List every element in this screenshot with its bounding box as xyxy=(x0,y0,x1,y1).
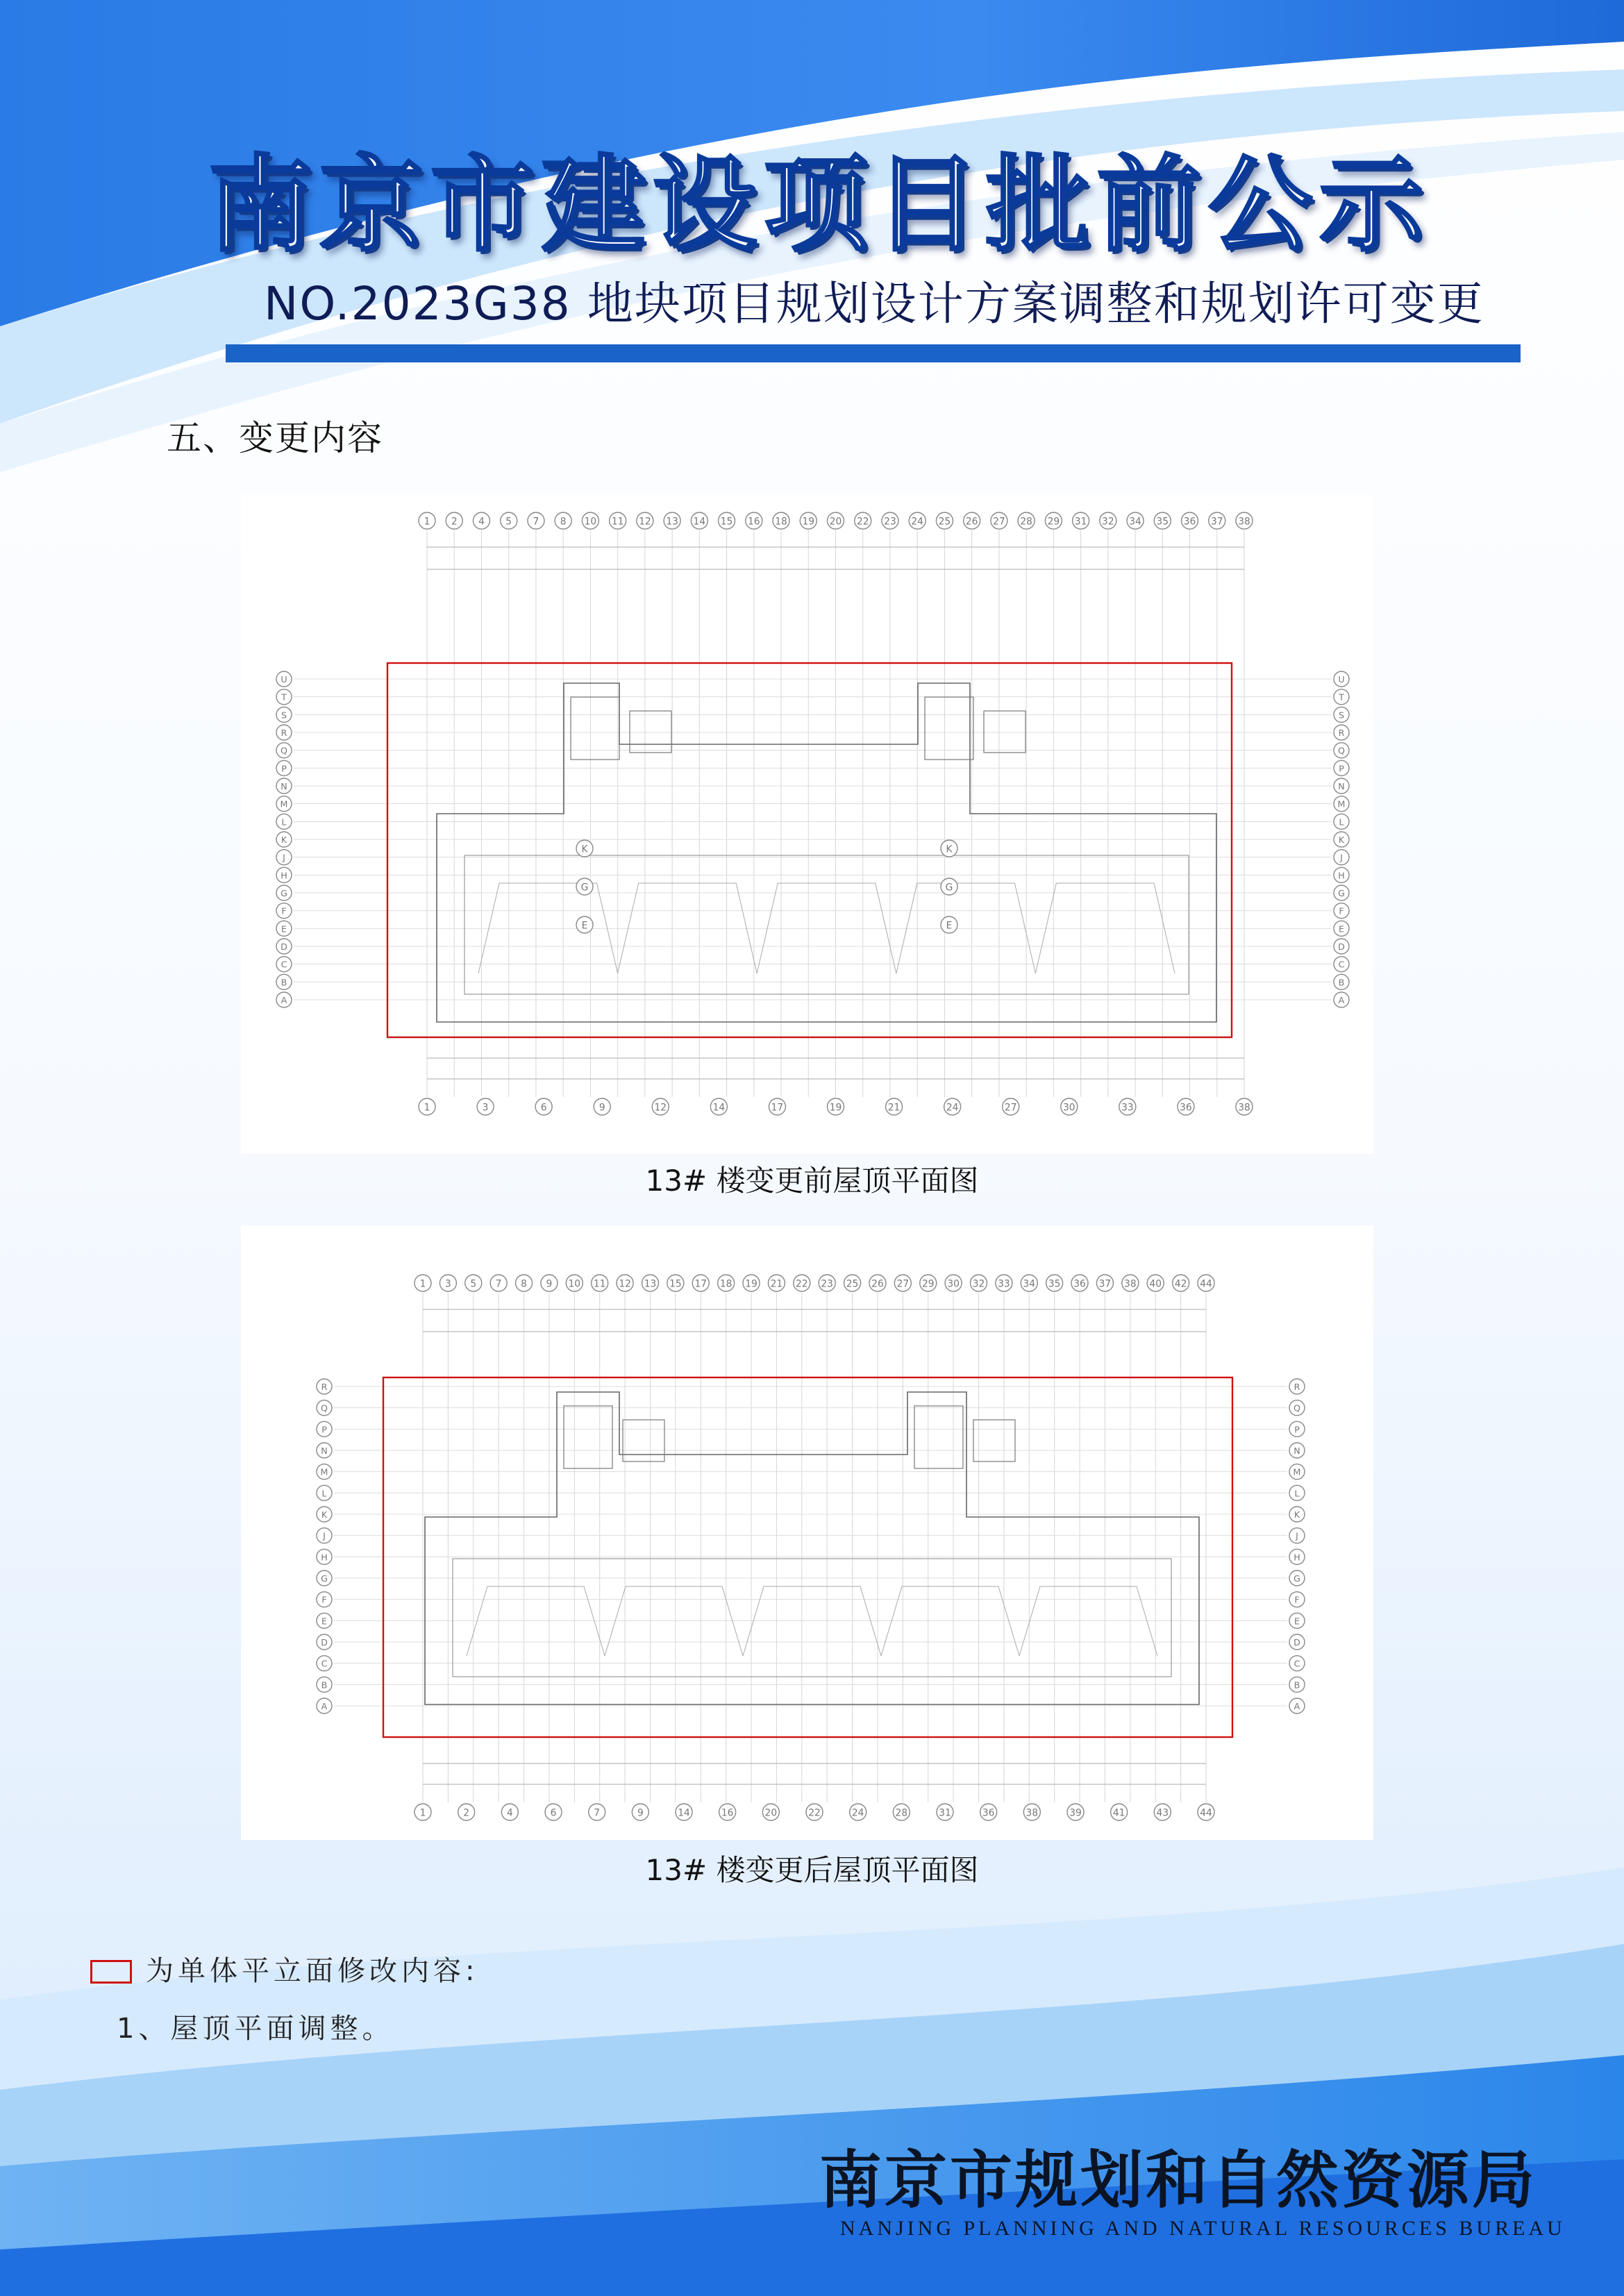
page-subtitle: NO.2023G38 地块项目规划设计方案调整和规划许可变更 xyxy=(264,277,1484,330)
axis-label: 1 xyxy=(419,1278,426,1290)
roof-plan-before-drawing xyxy=(241,494,1373,1154)
axis-label: 4 xyxy=(478,516,485,528)
axis-label: T xyxy=(1339,692,1344,703)
roof-slope xyxy=(743,1586,881,1656)
section-heading: 五、变更内容 xyxy=(167,418,383,458)
axis-label: 6 xyxy=(540,1102,547,1114)
axis-label: 35 xyxy=(1048,1278,1061,1290)
roof-parapet xyxy=(453,1559,1171,1677)
axis-label: 21 xyxy=(770,1278,783,1290)
axis-label: 29 xyxy=(1047,516,1060,528)
page-title: 南京市建设项目批前公示 xyxy=(208,144,1431,266)
axis-label: B xyxy=(1294,1679,1300,1691)
axis-label: 41 xyxy=(1112,1807,1125,1819)
axis-label: 23 xyxy=(884,516,896,528)
axis-label: P xyxy=(321,1424,327,1435)
axis-label: 1 xyxy=(419,1807,426,1819)
axis-label: 4 xyxy=(506,1807,513,1819)
axis-label: 24 xyxy=(911,516,923,528)
title-underline-bar xyxy=(226,344,1521,362)
axis-label: C xyxy=(1294,1658,1300,1669)
axis-label: 38 xyxy=(1238,516,1250,528)
axis-label: 18 xyxy=(719,1278,733,1290)
axis-label: 8 xyxy=(560,516,567,528)
building-outline xyxy=(437,683,1216,1022)
axis-label: J xyxy=(323,1530,326,1541)
elevator-core xyxy=(623,1420,664,1461)
axis-label: G xyxy=(281,887,287,898)
elevator-core xyxy=(973,1420,1015,1461)
axis-label: E xyxy=(581,920,588,932)
axis-label: G xyxy=(1338,887,1345,898)
axis-label: J xyxy=(1296,1530,1298,1541)
axis-label: 1 xyxy=(424,516,430,528)
axis-label: 32 xyxy=(972,1278,985,1290)
caption-after: 13# 楼变更后屋顶平面图 xyxy=(645,1853,979,1887)
axis-label: 28 xyxy=(895,1807,908,1819)
axis-label: 18 xyxy=(775,516,787,528)
bureau-name-cn: 南京市规划和自然资源局 xyxy=(819,2143,1537,2217)
axis-label: A xyxy=(281,994,287,1005)
bureau-name-en: NANJING PLANNING AND NATURAL RESOURCES BUREAU xyxy=(840,2217,1566,2240)
axis-label: L xyxy=(1339,816,1344,828)
axis-label: G xyxy=(1294,1573,1300,1584)
roof-plan-after-drawing xyxy=(241,1225,1373,1840)
axis-label: C xyxy=(321,1658,328,1669)
axis-label: L xyxy=(281,816,287,828)
axis-label: 44 xyxy=(1200,1278,1212,1290)
axis-label: P xyxy=(1294,1424,1300,1435)
axis-label: Q xyxy=(281,745,287,756)
axis-label: 26 xyxy=(965,516,978,528)
axis-label: Q xyxy=(1294,1402,1300,1414)
axis-label: P xyxy=(1339,763,1344,774)
axis-label: 38 xyxy=(1124,1278,1137,1290)
axis-label: 22 xyxy=(856,516,869,528)
axis-label: 28 xyxy=(1020,516,1032,528)
axis-label: 34 xyxy=(1023,1278,1036,1290)
axis-label: 37 xyxy=(1210,516,1223,528)
change-area-outline xyxy=(387,663,1232,1037)
axis-label: 26 xyxy=(871,1278,884,1290)
axis-label: C xyxy=(281,959,287,970)
axis-label: 9 xyxy=(546,1278,553,1290)
axis-label: B xyxy=(281,977,287,988)
axis-label: 10 xyxy=(584,516,597,528)
axis-label: 8 xyxy=(521,1278,527,1290)
axis-label: Q xyxy=(321,1402,328,1414)
axis-label: 3 xyxy=(482,1102,489,1114)
axis-label: 2 xyxy=(451,516,458,528)
axis-label: 32 xyxy=(1102,516,1114,528)
axis-label: 25 xyxy=(846,1278,859,1290)
axis-label: 29 xyxy=(921,1278,935,1290)
axis-label: G xyxy=(945,882,953,894)
axis-label: D xyxy=(1338,941,1345,952)
axis-label: 6 xyxy=(550,1807,557,1819)
axis-label: 31 xyxy=(1074,516,1087,528)
roof-parapet xyxy=(464,855,1189,994)
axis-label: L xyxy=(321,1488,327,1499)
axis-label: R xyxy=(281,727,287,738)
axis-label: G xyxy=(580,882,589,894)
stair-core xyxy=(564,1406,612,1468)
roof-slope xyxy=(881,1586,1019,1656)
axis-label: D xyxy=(321,1636,328,1648)
axis-label: K xyxy=(1338,834,1345,845)
axis-label: K xyxy=(281,834,287,845)
axis-label: 39 xyxy=(1069,1807,1082,1819)
axis-label: 44 xyxy=(1200,1807,1212,1819)
axis-label: E xyxy=(281,923,287,935)
axis-label: 38 xyxy=(1238,1102,1250,1114)
axis-label: 35 xyxy=(1156,516,1169,528)
roof-slope xyxy=(467,1586,605,1656)
building-outline xyxy=(425,1392,1199,1704)
axis-label: F xyxy=(321,1594,327,1605)
axis-label: 12 xyxy=(654,1102,667,1114)
axis-label: H xyxy=(321,1552,328,1563)
axis-label: M xyxy=(1337,798,1346,810)
axis-label: R xyxy=(321,1381,328,1392)
axis-label: 34 xyxy=(1129,516,1141,528)
axis-label: 19 xyxy=(802,516,815,528)
axis-label: 27 xyxy=(993,516,1005,528)
axis-label: 24 xyxy=(946,1102,959,1114)
axis-label: 22 xyxy=(808,1807,821,1819)
axis-label: 30 xyxy=(1063,1102,1075,1114)
axis-label: 1 xyxy=(424,1102,430,1114)
axis-label: 16 xyxy=(748,516,760,528)
legend-red-box xyxy=(90,1960,132,1984)
axis-label: 14 xyxy=(678,1807,690,1819)
axis-label: K xyxy=(581,844,588,855)
axis-label: 20 xyxy=(829,516,842,528)
axis-label: 22 xyxy=(796,1278,808,1290)
axis-label: B xyxy=(1338,977,1345,988)
axis-label: E xyxy=(321,1616,327,1627)
axis-label: 2 xyxy=(463,1807,470,1819)
axis-label: E xyxy=(1294,1616,1300,1627)
axis-label: S xyxy=(281,710,287,721)
caption-before: 13# 楼变更前屋顶平面图 xyxy=(645,1164,979,1198)
roof-slope xyxy=(605,1586,743,1656)
axis-label: K xyxy=(321,1509,328,1520)
roof-slope xyxy=(1019,1586,1157,1656)
axis-label: 3 xyxy=(444,1278,451,1290)
axis-label: L xyxy=(1294,1488,1300,1499)
axis-label: 13 xyxy=(644,1278,657,1290)
axis-label: U xyxy=(1338,673,1345,685)
axis-label: 12 xyxy=(619,1278,631,1290)
axis-label: 40 xyxy=(1149,1278,1162,1290)
axis-label: 33 xyxy=(1121,1102,1134,1114)
axis-label: 13 xyxy=(666,516,678,528)
axis-label: 23 xyxy=(821,1278,833,1290)
axis-label: 17 xyxy=(694,1278,708,1290)
axis-label: A xyxy=(321,1700,328,1711)
axis-label: 33 xyxy=(998,1278,1010,1290)
axis-label: 16 xyxy=(721,1807,734,1819)
axis-label: B xyxy=(321,1679,328,1691)
axis-label: 7 xyxy=(533,516,539,528)
axis-label: M xyxy=(280,798,288,810)
axis-label: N xyxy=(1338,780,1345,791)
axis-label: 36 xyxy=(1180,1102,1192,1114)
axis-label: 42 xyxy=(1174,1278,1187,1290)
axis-label: 11 xyxy=(611,516,624,528)
axis-label: 5 xyxy=(505,516,512,528)
axis-label: C xyxy=(1338,959,1345,970)
axis-label: 25 xyxy=(938,516,951,528)
axis-label: 36 xyxy=(982,1807,995,1819)
axis-label: E xyxy=(1339,923,1344,935)
axis-label: 14 xyxy=(693,516,706,528)
axis-label: G xyxy=(321,1573,328,1584)
axis-label: 36 xyxy=(1183,516,1196,528)
legend-text: 为单体平立面修改内容: xyxy=(146,1955,479,1987)
axis-label: 43 xyxy=(1156,1807,1169,1819)
axis-label: 20 xyxy=(764,1807,778,1819)
axis-label: 15 xyxy=(669,1278,682,1290)
axis-label: U xyxy=(281,673,287,685)
axis-label: J xyxy=(283,852,285,863)
axis-label: F xyxy=(1294,1594,1300,1605)
axis-label: R xyxy=(1338,727,1345,738)
axis-label: R xyxy=(1294,1381,1300,1392)
axis-label: 31 xyxy=(939,1807,951,1819)
axis-label: 17 xyxy=(771,1102,784,1114)
axis-label: M xyxy=(1293,1466,1301,1477)
axis-label: A xyxy=(1294,1700,1300,1711)
axis-label: K xyxy=(1294,1509,1300,1520)
axis-label: 12 xyxy=(639,516,651,528)
axis-label: 36 xyxy=(1073,1278,1086,1290)
axis-label: 38 xyxy=(1026,1807,1039,1819)
axis-label: H xyxy=(1338,870,1345,881)
axis-label: 7 xyxy=(495,1278,502,1290)
axis-label: P xyxy=(281,763,287,774)
axis-label: F xyxy=(281,905,287,916)
axis-label: 21 xyxy=(887,1102,901,1114)
roof-plan-after xyxy=(241,1225,1373,1840)
axis-label: 24 xyxy=(851,1807,864,1819)
axis-label: E xyxy=(946,920,953,932)
elevator-core xyxy=(630,711,671,753)
elevator-core xyxy=(984,711,1026,753)
axis-label: 37 xyxy=(1098,1278,1112,1290)
axis-label: 11 xyxy=(593,1278,606,1290)
axis-label: M xyxy=(320,1466,328,1477)
axis-label: N xyxy=(321,1445,328,1456)
axis-label: 7 xyxy=(594,1807,601,1819)
axis-label: 19 xyxy=(745,1278,757,1290)
axis-label: N xyxy=(281,780,287,791)
axis-label: S xyxy=(1338,710,1345,721)
axis-label: 19 xyxy=(829,1102,842,1114)
axis-label: Q xyxy=(1338,745,1345,756)
axis-label: 27 xyxy=(1004,1102,1017,1114)
roof-plan-before xyxy=(241,494,1373,1154)
axis-label: A xyxy=(1338,994,1345,1005)
axis-label: T xyxy=(281,692,287,703)
axis-label: K xyxy=(946,844,953,855)
axis-label: D xyxy=(281,941,287,952)
axis-label: N xyxy=(1294,1445,1300,1456)
axis-label: H xyxy=(281,870,287,881)
axis-label: 5 xyxy=(470,1278,477,1290)
axis-label: 27 xyxy=(896,1278,910,1290)
axis-label: F xyxy=(1339,905,1344,916)
axis-label: J xyxy=(1340,852,1343,863)
note-item: 1、屋顶平面调整。 xyxy=(117,2013,394,2045)
axis-label: 9 xyxy=(598,1102,605,1114)
axis-label: 10 xyxy=(568,1278,581,1290)
axis-label: H xyxy=(1294,1552,1300,1563)
axis-label: 9 xyxy=(637,1807,644,1819)
axis-label: D xyxy=(1294,1636,1300,1648)
axis-label: 14 xyxy=(712,1102,726,1114)
axis-label: 30 xyxy=(947,1278,960,1290)
axis-label: 15 xyxy=(720,516,733,528)
stair-core xyxy=(914,1406,963,1468)
